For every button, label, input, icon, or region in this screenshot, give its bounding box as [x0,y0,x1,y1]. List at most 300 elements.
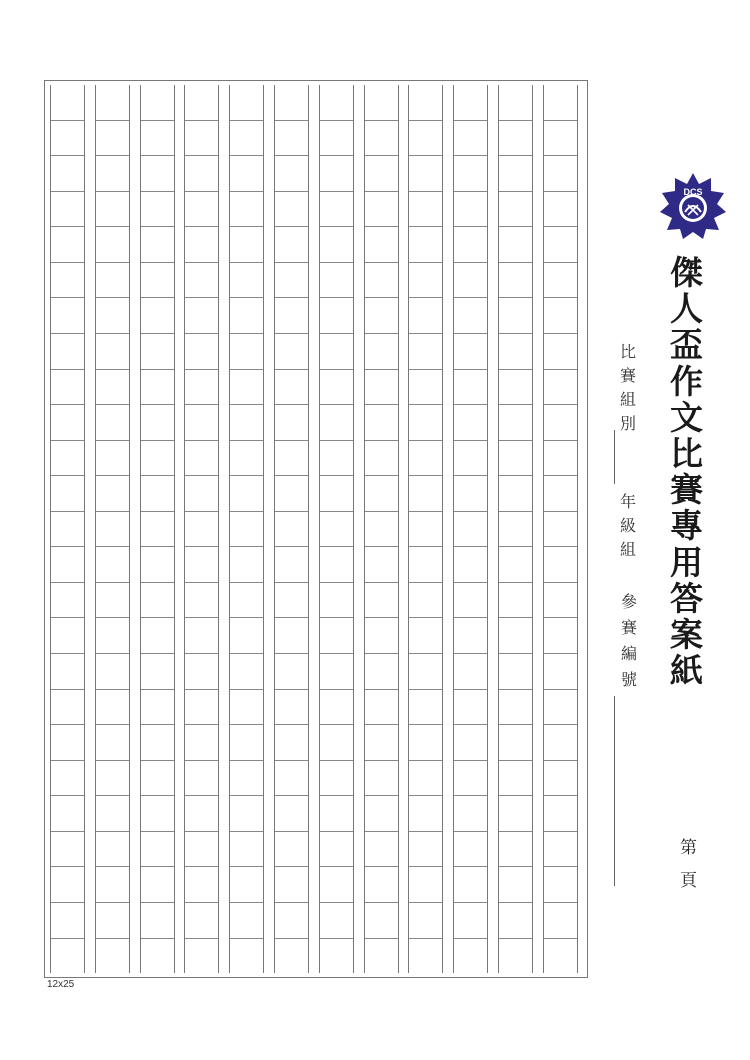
grid-cell[interactable] [96,903,129,939]
grid-cell[interactable] [275,512,308,548]
grid-cell[interactable] [454,441,487,477]
grid-cell[interactable] [499,405,532,441]
grid-cell[interactable] [454,121,487,157]
grid-cell[interactable] [96,405,129,441]
grid-cell[interactable] [230,85,263,121]
grid-cell[interactable] [454,476,487,512]
grid-cell[interactable] [275,298,308,334]
grid-cell[interactable] [185,227,218,263]
grid-cell[interactable] [320,903,353,939]
grid-cell[interactable] [499,547,532,583]
grid-cell[interactable] [320,156,353,192]
grid-cell[interactable] [544,583,577,619]
grid-cell[interactable] [454,725,487,761]
grid-cell[interactable] [409,121,442,157]
grid-cell[interactable] [141,832,174,868]
grid-cell[interactable] [51,547,84,583]
grid-cell[interactable] [365,725,398,761]
grid-cell[interactable] [230,405,263,441]
grid-cell[interactable] [275,121,308,157]
grid-cell[interactable] [275,654,308,690]
grid-cell[interactable] [365,441,398,477]
grid-cell[interactable] [275,583,308,619]
grid-cell[interactable] [275,547,308,583]
grid-cell[interactable] [544,618,577,654]
grid-cell[interactable] [544,903,577,939]
grid-cell[interactable] [275,725,308,761]
grid-cell[interactable] [96,334,129,370]
grid-cell[interactable] [185,690,218,726]
grid-cell[interactable] [230,476,263,512]
grid-cell[interactable] [230,761,263,797]
grid-cell[interactable] [230,547,263,583]
grid-cell[interactable] [365,370,398,406]
grid-cell[interactable] [365,85,398,121]
grid-cell[interactable] [185,761,218,797]
grid-cell[interactable] [51,156,84,192]
grid-cell[interactable] [320,441,353,477]
grid-cell[interactable] [499,370,532,406]
grid-cell[interactable] [96,298,129,334]
grid-cell[interactable] [51,618,84,654]
grid-cell[interactable] [230,192,263,228]
grid-cell[interactable] [96,370,129,406]
grid-cell[interactable] [365,512,398,548]
grid-cell[interactable] [544,441,577,477]
grid-cell[interactable] [499,939,532,974]
grid-cell[interactable] [230,370,263,406]
grid-cell[interactable] [141,334,174,370]
grid-cell[interactable] [365,192,398,228]
grid-cell[interactable] [499,441,532,477]
grid-cell[interactable] [230,227,263,263]
grid-cell[interactable] [454,618,487,654]
grid-cell[interactable] [96,654,129,690]
grid-cell[interactable] [275,85,308,121]
grid-cell[interactable] [51,441,84,477]
grid-cell[interactable] [141,903,174,939]
division-write-line[interactable] [614,430,615,484]
grid-cell[interactable] [320,192,353,228]
grid-cell[interactable] [365,405,398,441]
grid-cell[interactable] [141,298,174,334]
grid-cell[interactable] [499,583,532,619]
grid-cell[interactable] [230,334,263,370]
grid-cell[interactable] [141,441,174,477]
grid-cell[interactable] [51,298,84,334]
grid-cell[interactable] [185,512,218,548]
grid-cell[interactable] [230,583,263,619]
grid-cell[interactable] [96,761,129,797]
grid-cell[interactable] [141,796,174,832]
grid-cell[interactable] [365,227,398,263]
grid-cell[interactable] [320,939,353,974]
grid-cell[interactable] [141,512,174,548]
grid-cell[interactable] [499,192,532,228]
grid-cell[interactable] [544,85,577,121]
grid-cell[interactable] [230,867,263,903]
grid-cell[interactable] [185,121,218,157]
grid-cell[interactable] [320,370,353,406]
grid-cell[interactable] [51,690,84,726]
grid-cell[interactable] [51,761,84,797]
grid-cell[interactable] [51,370,84,406]
grid-cell[interactable] [499,725,532,761]
grid-cell[interactable] [230,796,263,832]
grid-cell[interactable] [365,761,398,797]
grid-cell[interactable] [185,298,218,334]
grid-cell[interactable] [320,547,353,583]
grid-cell[interactable] [544,690,577,726]
grid-cell[interactable] [320,654,353,690]
grid-cell[interactable] [275,690,308,726]
grid-cell[interactable] [275,156,308,192]
grid-cell[interactable] [544,298,577,334]
grid-cell[interactable] [141,476,174,512]
grid-cell[interactable] [409,654,442,690]
grid-cell[interactable] [96,796,129,832]
grid-cell[interactable] [365,867,398,903]
grid-cell[interactable] [96,725,129,761]
grid-cell[interactable] [409,156,442,192]
grid-cell[interactable] [141,370,174,406]
grid-cell[interactable] [275,761,308,797]
grid-cell[interactable] [185,939,218,974]
grid-cell[interactable] [185,85,218,121]
grid-cell[interactable] [230,903,263,939]
grid-cell[interactable] [275,832,308,868]
grid-cell[interactable] [230,654,263,690]
grid-cell[interactable] [320,121,353,157]
grid-cell[interactable] [409,583,442,619]
grid-cell[interactable] [544,227,577,263]
grid-cell[interactable] [96,85,129,121]
grid-cell[interactable] [275,867,308,903]
grid-cell[interactable] [365,476,398,512]
grid-cell[interactable] [409,832,442,868]
grid-cell[interactable] [185,441,218,477]
grid-cell[interactable] [320,618,353,654]
grid-cell[interactable] [51,85,84,121]
grid-cell[interactable] [544,796,577,832]
grid-cell[interactable] [185,192,218,228]
grid-cell[interactable] [185,796,218,832]
grid-cell[interactable] [544,654,577,690]
grid-cell[interactable] [409,690,442,726]
grid-cell[interactable] [499,690,532,726]
grid-cell[interactable] [499,903,532,939]
grid-cell[interactable] [320,690,353,726]
grid-cell[interactable] [365,156,398,192]
grid-cell[interactable] [409,298,442,334]
grid-cell[interactable] [51,263,84,299]
grid-cell[interactable] [96,939,129,974]
grid-cell[interactable] [141,121,174,157]
grid-cell[interactable] [365,690,398,726]
grid-cell[interactable] [365,547,398,583]
grid-cell[interactable] [409,227,442,263]
grid-cell[interactable] [544,121,577,157]
grid-cell[interactable] [141,690,174,726]
grid-cell[interactable] [544,867,577,903]
grid-cell[interactable] [230,512,263,548]
grid-cell[interactable] [409,441,442,477]
grid-cell[interactable] [275,903,308,939]
grid-cell[interactable] [230,441,263,477]
grid-cell[interactable] [96,690,129,726]
grid-cell[interactable] [365,298,398,334]
grid-cell[interactable] [499,227,532,263]
grid-cell[interactable] [51,832,84,868]
grid-cell[interactable] [454,156,487,192]
grid-cell[interactable] [365,654,398,690]
grid-cell[interactable] [499,761,532,797]
grid-cell[interactable] [185,725,218,761]
grid-cell[interactable] [96,547,129,583]
grid-cell[interactable] [51,583,84,619]
grid-cell[interactable] [51,476,84,512]
grid-cell[interactable] [320,85,353,121]
grid-cell[interactable] [185,547,218,583]
grid-cell[interactable] [275,796,308,832]
grid-cell[interactable] [320,512,353,548]
grid-cell[interactable] [51,121,84,157]
grid-cell[interactable] [454,939,487,974]
grid-cell[interactable] [409,618,442,654]
grid-cell[interactable] [51,867,84,903]
grid-cell[interactable] [499,618,532,654]
grid-cell[interactable] [454,512,487,548]
grid-cell[interactable] [544,156,577,192]
grid-cell[interactable] [499,796,532,832]
grid-cell[interactable] [320,298,353,334]
grid-cell[interactable] [544,405,577,441]
grid-cell[interactable] [454,263,487,299]
grid-cell[interactable] [96,512,129,548]
grid-cell[interactable] [275,192,308,228]
grid-cell[interactable] [51,192,84,228]
grid-cell[interactable] [365,583,398,619]
grid-cell[interactable] [141,654,174,690]
grid-cell[interactable] [454,85,487,121]
grid-cell[interactable] [544,512,577,548]
grid-cell[interactable] [320,761,353,797]
grid-cell[interactable] [275,370,308,406]
grid-cell[interactable] [275,334,308,370]
grid-cell[interactable] [275,476,308,512]
grid-cell[interactable] [141,583,174,619]
grid-cell[interactable] [185,263,218,299]
grid-cell[interactable] [499,263,532,299]
grid-cell[interactable] [141,405,174,441]
grid-cell[interactable] [185,405,218,441]
grid-cell[interactable] [185,370,218,406]
grid-cell[interactable] [96,867,129,903]
grid-cell[interactable] [320,583,353,619]
grid-cell[interactable] [365,121,398,157]
grid-cell[interactable] [141,618,174,654]
grid-cell[interactable] [320,867,353,903]
grid-cell[interactable] [320,263,353,299]
grid-cell[interactable] [51,227,84,263]
grid-cell[interactable] [499,512,532,548]
grid-cell[interactable] [275,227,308,263]
grid-cell[interactable] [230,725,263,761]
grid-cell[interactable] [454,903,487,939]
grid-cell[interactable] [365,263,398,299]
grid-cell[interactable] [320,334,353,370]
grid-cell[interactable] [185,583,218,619]
grid-cell[interactable] [185,654,218,690]
grid-cell[interactable] [141,192,174,228]
grid-cell[interactable] [454,334,487,370]
grid-cell[interactable] [141,547,174,583]
grid-cell[interactable] [409,263,442,299]
grid-cell[interactable] [499,832,532,868]
grid-cell[interactable] [365,618,398,654]
grid-cell[interactable] [96,121,129,157]
grid-cell[interactable] [185,618,218,654]
grid-cell[interactable] [454,192,487,228]
grid-cell[interactable] [454,654,487,690]
grid-cell[interactable] [499,121,532,157]
grid-cell[interactable] [185,156,218,192]
grid-cell[interactable] [454,690,487,726]
grid-cell[interactable] [230,832,263,868]
grid-cell[interactable] [454,547,487,583]
grid-cell[interactable] [365,903,398,939]
grid-cell[interactable] [141,156,174,192]
grid-cell[interactable] [230,690,263,726]
grid-cell[interactable] [409,370,442,406]
grid-cell[interactable] [409,85,442,121]
grid-cell[interactable] [320,725,353,761]
grid-cell[interactable] [320,227,353,263]
grid-cell[interactable] [185,334,218,370]
grid-cell[interactable] [230,263,263,299]
grid-cell[interactable] [96,441,129,477]
grid-cell[interactable] [454,761,487,797]
grid-cell[interactable] [454,796,487,832]
grid-cell[interactable] [409,476,442,512]
grid-cell[interactable] [544,263,577,299]
grid-cell[interactable] [544,725,577,761]
grid-cell[interactable] [409,725,442,761]
grid-cell[interactable] [320,476,353,512]
grid-cell[interactable] [51,796,84,832]
grid-cell[interactable] [499,334,532,370]
grid-cell[interactable] [409,903,442,939]
grid-cell[interactable] [185,903,218,939]
grid-cell[interactable] [544,761,577,797]
grid-cell[interactable] [275,618,308,654]
grid-cell[interactable] [544,939,577,974]
grid-cell[interactable] [141,939,174,974]
grid-cell[interactable] [320,796,353,832]
grid-cell[interactable] [96,832,129,868]
grid-cell[interactable] [454,867,487,903]
grid-cell[interactable] [96,476,129,512]
grid-cell[interactable] [409,867,442,903]
grid-cell[interactable] [96,227,129,263]
grid-cell[interactable] [141,867,174,903]
grid-cell[interactable] [499,298,532,334]
grid-cell[interactable] [544,547,577,583]
grid-cell[interactable] [141,761,174,797]
grid-cell[interactable] [51,512,84,548]
grid-cell[interactable] [230,939,263,974]
grid-cell[interactable] [365,832,398,868]
grid-cell[interactable] [96,263,129,299]
grid-cell[interactable] [141,725,174,761]
grid-cell[interactable] [454,405,487,441]
grid-cell[interactable] [185,867,218,903]
grid-cell[interactable] [365,796,398,832]
grid-cell[interactable] [275,441,308,477]
grid-cell[interactable] [275,939,308,974]
grid-cell[interactable] [141,227,174,263]
grid-cell[interactable] [96,618,129,654]
grid-cell[interactable] [499,867,532,903]
grid-cell[interactable] [409,796,442,832]
grid-cell[interactable] [409,939,442,974]
grid-cell[interactable] [409,761,442,797]
grid-cell[interactable] [230,618,263,654]
grid-cell[interactable] [51,334,84,370]
grid-cell[interactable] [409,512,442,548]
grid-cell[interactable] [96,156,129,192]
grid-cell[interactable] [185,476,218,512]
grid-cell[interactable] [499,476,532,512]
grid-cell[interactable] [51,725,84,761]
grid-cell[interactable] [544,192,577,228]
grid-cell[interactable] [454,583,487,619]
grid-cell[interactable] [141,85,174,121]
grid-cell[interactable] [544,832,577,868]
grid-cell[interactable] [275,405,308,441]
grid-cell[interactable] [51,654,84,690]
grid-cell[interactable] [409,334,442,370]
entry-number-write-line[interactable] [614,696,615,886]
grid-cell[interactable] [499,156,532,192]
grid-cell[interactable] [409,547,442,583]
grid-cell[interactable] [96,583,129,619]
grid-cell[interactable] [454,370,487,406]
grid-cell[interactable] [454,832,487,868]
grid-cell[interactable] [320,405,353,441]
grid-cell[interactable] [544,476,577,512]
grid-cell[interactable] [230,298,263,334]
grid-cell[interactable] [454,298,487,334]
grid-cell[interactable] [96,192,129,228]
grid-cell[interactable] [320,832,353,868]
grid-cell[interactable] [275,263,308,299]
grid-cell[interactable] [409,405,442,441]
grid-cell[interactable] [51,939,84,974]
grid-cell[interactable] [230,121,263,157]
grid-cell[interactable] [454,227,487,263]
grid-cell[interactable] [185,832,218,868]
grid-cell[interactable] [365,334,398,370]
grid-cell[interactable] [51,405,84,441]
grid-cell[interactable] [544,334,577,370]
grid-cell[interactable] [51,903,84,939]
grid-cell[interactable] [544,370,577,406]
grid-cell[interactable] [499,654,532,690]
grid-cell[interactable] [499,85,532,121]
grid-cell[interactable] [141,263,174,299]
grid-cell[interactable] [365,939,398,974]
